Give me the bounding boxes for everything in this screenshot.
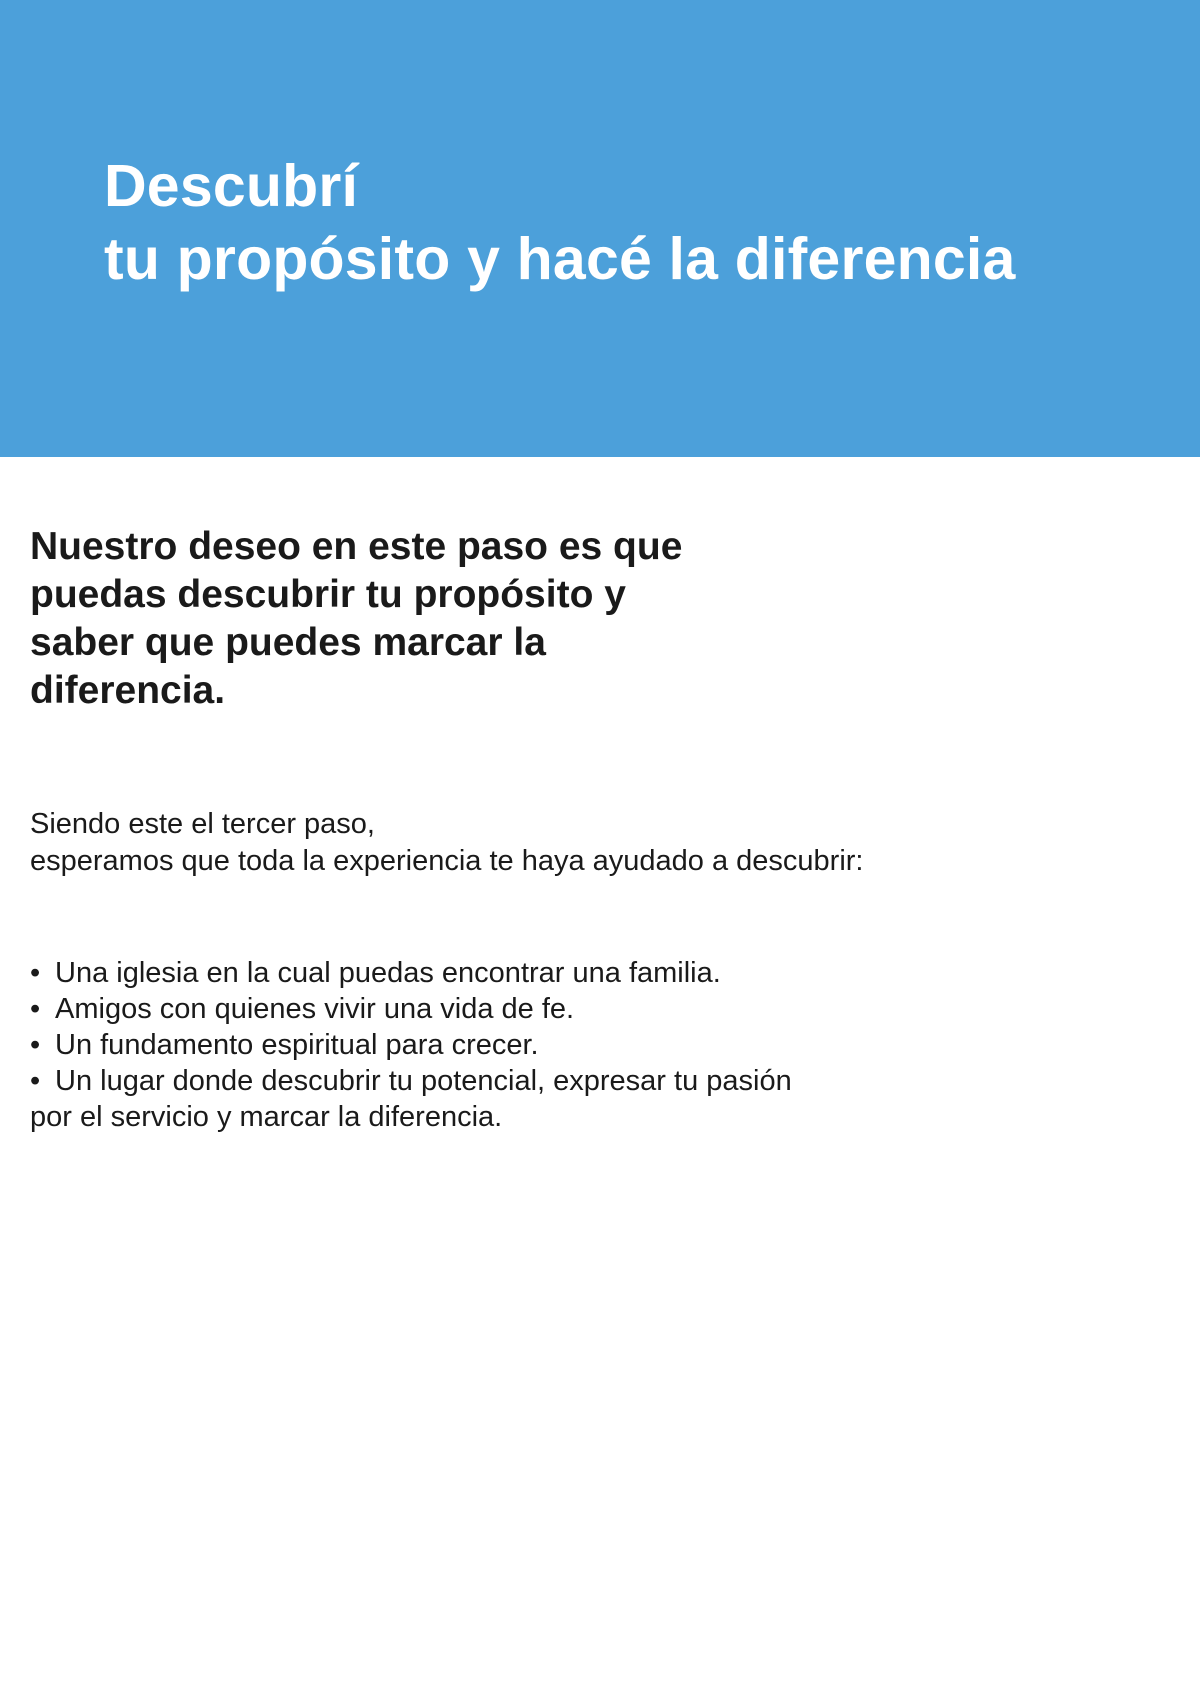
list-item-text: Un fundamento espiritual para crecer. <box>55 1029 539 1061</box>
list-item-line <box>30 955 1130 991</box>
intro-line: esperamos que toda la experiencia te haya ayudado a descubrir: <box>30 845 864 877</box>
page-title-line: Descubrí <box>104 153 359 219</box>
list-item <box>30 955 1130 991</box>
list-item-text: Una iglesia en la cual puedas encontrar una familia. <box>55 957 721 989</box>
bullet-list <box>30 955 1130 1135</box>
bullet-icon: • <box>30 1065 41 1097</box>
list-item <box>30 991 1130 1027</box>
hero-banner <box>0 0 1200 457</box>
page-title-line: tu propósito y hacé la diferencia <box>104 226 1016 292</box>
list-item-line <box>30 1063 1130 1099</box>
page-title <box>104 150 1015 296</box>
lead-line: Nuestro deseo en este paso es que <box>30 525 683 568</box>
bullet-icon: • <box>30 957 41 989</box>
list-item-line <box>30 991 1130 1027</box>
list-item-text: Un lugar donde descubrir tu potencial, expresar tu pasión <box>55 1065 792 1097</box>
lead-line: puedas descubrir tu propósito y <box>30 573 626 616</box>
bullet-icon: • <box>30 1029 41 1061</box>
list-item <box>30 1063 1130 1135</box>
lead-line: saber que puedes marcar la <box>30 621 546 664</box>
list-item <box>30 1027 1130 1063</box>
intro-paragraph <box>30 806 1130 880</box>
list-item-line <box>30 1027 1130 1063</box>
bullet-icon: • <box>30 993 41 1025</box>
lead-line: diferencia. <box>30 669 226 712</box>
list-item-text: Amigos con quienes vivir una vida de fe. <box>55 993 575 1025</box>
lead-paragraph <box>30 523 810 715</box>
list-item-continuation: por el servicio y marcar la diferencia. <box>30 1101 503 1133</box>
intro-line: Siendo este el tercer paso, <box>30 808 375 840</box>
